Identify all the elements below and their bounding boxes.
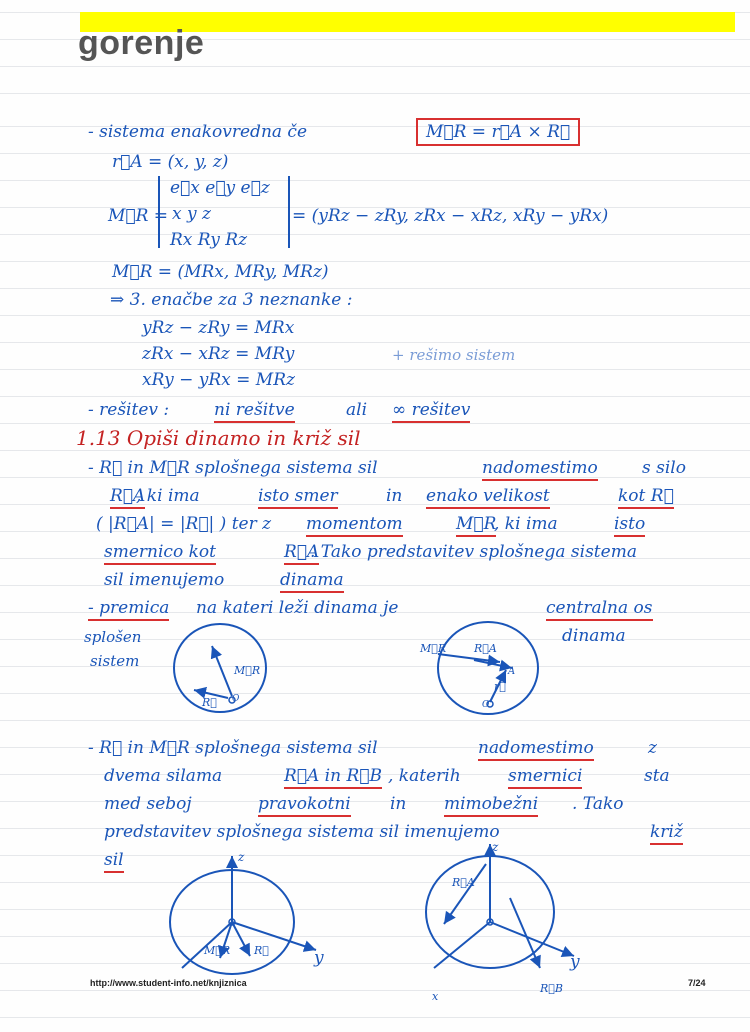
p2-d: dinama xyxy=(562,626,626,646)
det-result: = (yRz − zRy, zRx − xRz, xRy − yRx) xyxy=(292,206,609,226)
brand-logo: gorenje xyxy=(78,24,205,62)
fig-left-label-1: splošen xyxy=(84,628,142,646)
fig4-label-x: x xyxy=(432,990,439,1003)
fig4-label-force-b: R⃗B xyxy=(540,982,563,995)
line-position-vector: r⃗A = (x, y, z) xyxy=(112,152,229,172)
p1-line2-d: in xyxy=(386,486,403,506)
p1-line4-c: . Tako predstavitev splošnega sistema xyxy=(310,542,637,562)
p1-line1-a: - R⃗ in M⃗R splošnega sistema sil xyxy=(88,458,378,478)
p1-line2-c: isto smer xyxy=(258,486,338,509)
figure-cross-of-forces xyxy=(420,840,590,970)
fig2-label-moment: M⃗R xyxy=(420,642,447,655)
equation-1: yRz − zRy = MRx xyxy=(142,318,295,338)
p1-line2-b: , ki ima xyxy=(136,486,200,506)
p3-line1-b: nadomestimo xyxy=(478,738,594,761)
boxed-formula: M⃗R = r⃗A × R⃗ xyxy=(416,118,580,146)
p1-line1-b: nadomestimo xyxy=(482,458,598,481)
equation-note: + rešimo sistem xyxy=(392,346,516,364)
fig2-central-axis xyxy=(438,654,500,662)
section-heading: 1.13 Opiši dinamo in križ sil xyxy=(76,426,361,450)
det-label: M⃗R = xyxy=(108,206,169,226)
fig4-label-y: y xyxy=(570,952,580,972)
fig4-label-force-a: R⃗A xyxy=(452,876,475,889)
p2-c: centralna os xyxy=(546,598,653,621)
p3-line4-a: predstavitev splošnega sistema sil imenujemo xyxy=(104,822,500,842)
p1-line2-e: enako velikost xyxy=(426,486,550,509)
equation-3: xRy − yRx = MRz xyxy=(142,370,295,390)
p1-line5-b: dinama xyxy=(280,570,344,593)
p3-line5: sil xyxy=(104,850,124,873)
fig1-label-force: R⃗ xyxy=(202,696,217,709)
fig2-label-origin: O xyxy=(482,700,490,710)
p1-line3-d: , ki ima xyxy=(494,514,558,534)
fig1-moment-arrow xyxy=(212,646,232,696)
p1-line1-c: s silo xyxy=(642,458,686,478)
p1-line4-b: R⃗A xyxy=(284,542,319,565)
p3-line2-b: R⃗A in R⃗B xyxy=(284,766,382,789)
fig2-label-position: r⃗ xyxy=(494,680,506,693)
line-moment-components: M⃗R = (MRx, MRy, MRz) xyxy=(112,262,329,282)
p1-line3-b: momentom xyxy=(306,514,403,537)
fig1-label-moment: M⃗R xyxy=(234,664,261,677)
fig-left-label-2: sistem xyxy=(90,652,140,670)
fig4-force-a xyxy=(444,864,486,924)
p3-line4-b: križ xyxy=(650,822,683,845)
solution-none: ni rešitve xyxy=(214,400,295,423)
fig3-label-force: R⃗ xyxy=(254,944,269,957)
p3-line2-c: , katerih xyxy=(388,766,461,786)
p1-line5-a: sil imenujemo xyxy=(104,570,225,590)
p3-line2-e: sta xyxy=(644,766,670,786)
solution-label: - rešitev : xyxy=(88,400,170,420)
p3-line3-c: in xyxy=(390,794,407,814)
fig2-label-point: A xyxy=(508,666,516,677)
line-condition: - sistema enakovredna če xyxy=(88,122,308,142)
footer-url[interactable]: http://www.student-info.net/knjiznica xyxy=(90,978,247,988)
equation-2: zRx − xRz = MRy xyxy=(142,344,295,364)
p3-line3-e: . Tako xyxy=(572,794,624,814)
fig3-label-moment: M⃗R xyxy=(204,944,231,957)
det-row-1: e⃗x e⃗y e⃗z xyxy=(170,178,270,198)
fig3-label-z: z xyxy=(238,850,245,864)
line-equations-intro: ⇒ 3. enačbe za 3 neznanke : xyxy=(110,290,353,310)
fig4-label-z: z xyxy=(492,840,499,854)
page-number: 7/24 xyxy=(688,978,706,988)
p2-a: - premica xyxy=(88,598,169,621)
fig3-label-y: y xyxy=(314,948,324,968)
p3-line2-a: dvema silama xyxy=(104,766,223,786)
p1-line2-a: R⃗A xyxy=(110,486,145,509)
p1-line4-a: smernico kot xyxy=(104,542,216,565)
solution-infinite: ∞ rešitev xyxy=(392,400,470,423)
p1-line3-c: M⃗R xyxy=(456,514,496,537)
p3-line3-d: mimobežni xyxy=(444,794,538,817)
fig2-label-force: R⃗A xyxy=(474,642,497,655)
p3-line3-b: pravokotni xyxy=(258,794,351,817)
p3-line1-c: z xyxy=(648,738,657,758)
p3-line2-d: smernici xyxy=(508,766,582,789)
fig4-force-b xyxy=(510,898,540,968)
fig1-label-origin: O xyxy=(232,694,240,704)
p3-line3-a: med seboj xyxy=(104,794,192,814)
p1-line2-f: kot R⃗ xyxy=(618,486,674,509)
figure-reduced-system xyxy=(166,850,336,975)
p3-line1-a: - R⃗ in M⃗R splošnega sistema sil xyxy=(88,738,378,758)
p2-b: na kateri leži dinama je xyxy=(196,598,399,618)
p1-line3-a: ( |R⃗A| = |R⃗| ) ter z xyxy=(96,514,272,534)
solution-or: ali xyxy=(346,400,368,420)
det-row-2: x y z xyxy=(172,204,211,224)
p1-line3-e: isto xyxy=(614,514,645,537)
det-row-3: Rx Ry Rz xyxy=(170,230,248,250)
fig4-x-axis xyxy=(434,922,490,968)
